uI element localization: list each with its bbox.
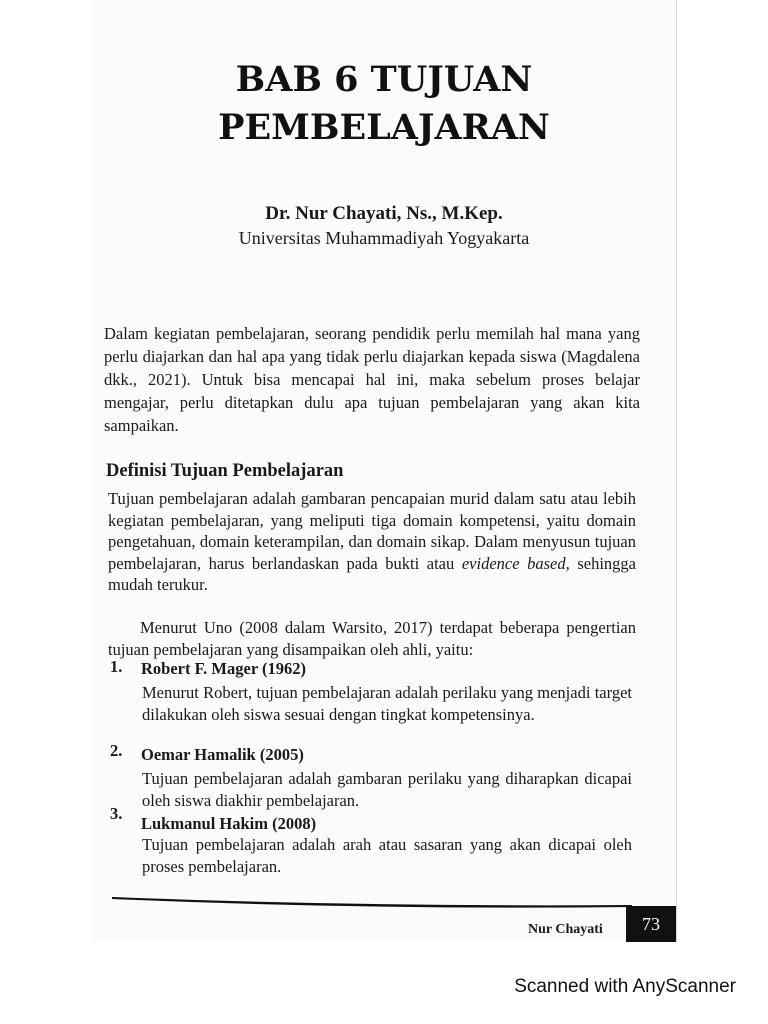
chapter-title-line2: PEMBELAJARAN: [218, 107, 550, 148]
list-item-heading: Robert F. Mager (1962): [141, 659, 306, 678]
chapter-title-line1: BAB 6 TUJUAN: [235, 59, 533, 100]
definition-italic: evidence based: [461, 553, 566, 573]
definition-text-1: Tujuan pembelajaran adalah gambaran pencapaian murid dalam satu atau lebih kegiatan pembelajaran, yang meliputi tiga domain kompetensi, yaitu domain pengetahuan, domain keterampilan, dan domain sikap. Dalam menyusun tujuan pembelajaran, harus berlandaskan pada bukti atau: [108, 489, 636, 573]
section-heading: Definisi Tujuan Pembelajaran: [106, 461, 344, 481]
experts-intro-paragraph: Menurut Uno (2008 dalam Warsito, 2017) terdapat beberapa pengertian tujuan pembelajaran yang disampaikan oleh ahli, yaitu:: [108, 618, 636, 659]
footer-author: Nur Chayati: [528, 922, 603, 937]
list-item-heading: Lukmanul Hakim (2008): [141, 814, 317, 833]
list-item-heading: Oemar Hamalik (2005): [141, 745, 304, 764]
intro-paragraph: Dalam kegiatan pembelajaran, seorang pendidik perlu memilah hal mana yang perlu diajarkan dan hal apa yang tidak perlu diajarkan kepada siswa (Magdalena dkk., 2021). Untuk bisa mencapai hal ini, maka sebelum proses belajar mengajar, perlu ditetapkan dulu apa tujuan pembelajaran yang akan kita sampaikan.: [104, 324, 640, 435]
page-number-box: [626, 906, 676, 942]
footer-swoosh-rule: [112, 893, 632, 909]
definition-paragraph: [108, 488, 636, 596]
definition-text-2: , sehingga mudah terukur.: [108, 553, 637, 594]
list-item-body: Tujuan pembelajaran adalah gambaran perilaku yang diharapkan dicapai oleh siswa diakhir pembelajaran.: [142, 769, 632, 810]
list-item-number: 2.: [110, 741, 123, 760]
list-item-number: 3.: [110, 804, 123, 823]
author-name: Dr. Nur Chayati, Ns., M.Kep.: [265, 203, 503, 224]
page-number: 73: [642, 913, 660, 934]
author-institution: Universitas Muhammadiyah Yogyakarta: [238, 228, 530, 248]
list-item-number: 1.: [110, 657, 123, 676]
list-item-body: Menurut Robert, tujuan pembelajaran adalah perilaku yang menjadi target dilakukan oleh siswa sesuai dengan tingkat kompetensinya.: [142, 683, 632, 724]
list-item-body: Tujuan pembelajaran adalah arah atau sasaran yang akan dicapai oleh proses pembelajaran.: [142, 835, 632, 876]
chapter-title: [92, 56, 676, 152]
scanner-watermark: Scanned with AnyScanner: [514, 976, 736, 997]
